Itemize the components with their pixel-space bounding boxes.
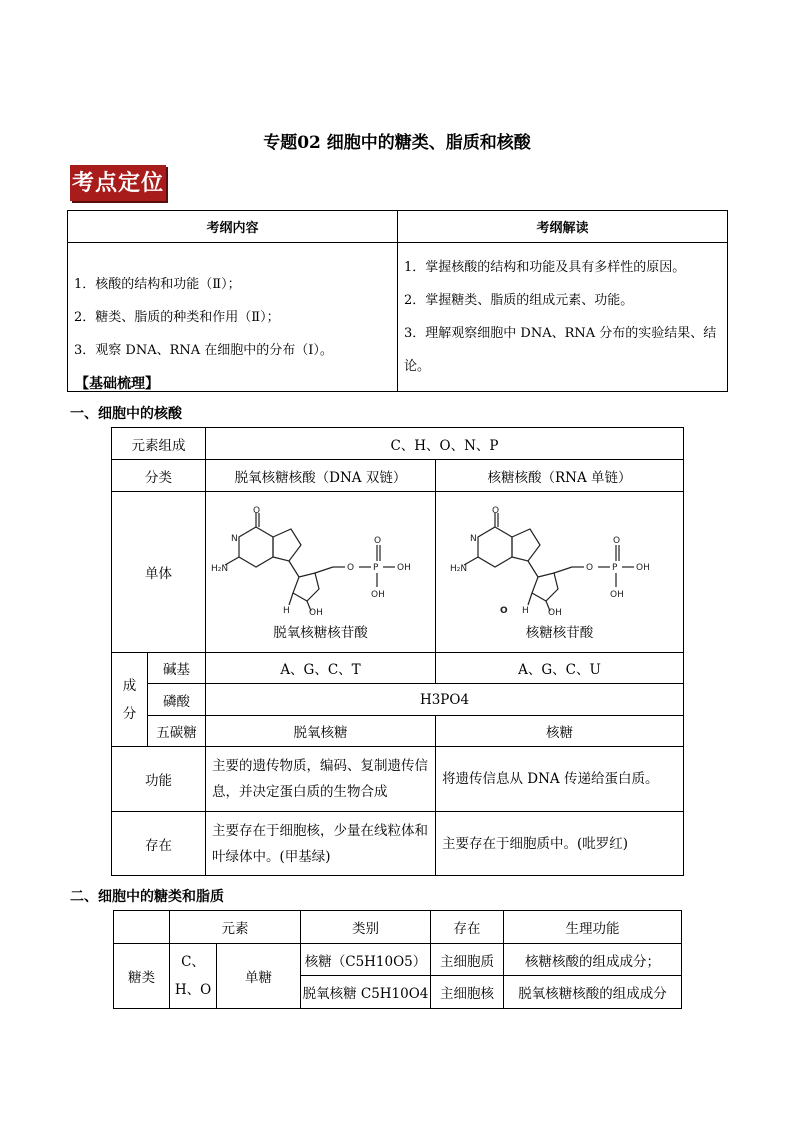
deoxyribose-type: 脱氧核糖 C5H10O4 [301,976,431,1009]
page-title: 专题02 细胞中的糖类、脂质和核酸 [263,133,531,153]
rna-mol-o-extra: O [499,606,508,615]
phosphate-value: H3PO4 [206,684,684,716]
base-label: 碱基 [148,653,206,684]
ribose-type: 核糖（C5H10O5） [301,944,431,976]
header-type: 类别 [301,911,431,944]
dna-mol-p: P [372,563,378,573]
rna-sugar: 核糖 [436,716,684,747]
rna-mol-o3: O [612,536,620,546]
dna-mol-oh1: OH [396,563,411,573]
header-element: 元素 [170,911,301,944]
composition-label [112,653,148,747]
rna-mol-oh1: OH [635,563,650,573]
rna-class: 核糖核酸（RNA 单链） [436,460,684,492]
rna-mol-h: H [521,606,529,615]
outline-col2: 考纲解读 [398,211,728,243]
composition-label-2: 分 [122,705,137,722]
dna-mol-o: O [252,506,260,516]
deoxyribose-location: 主细胞核 [431,976,504,1009]
outline-col1: 考纲内容 [68,211,398,243]
function-label: 功能 [112,747,206,812]
badge-exam-focus: 考点定位 [70,165,166,201]
dna-function: 主要的遗传物质，编码、复制遗传信息，并决定蛋白质的生物合成 [206,747,436,812]
rna-mol-o2: O [585,563,593,573]
rna-base: A、G、C、U [436,653,684,684]
header-location: 存在 [431,911,504,944]
ribose-function: 核糖核酸的组成成分； [504,944,682,976]
rna-mol-oh3: OH [547,608,562,615]
header-blank [114,911,170,944]
section2-heading: 二、细胞中的糖类和脂质 [70,889,224,905]
section1-heading: 一、细胞中的核酸 [70,406,182,422]
rna-mol-nh: N [469,534,477,544]
composition-label-1: 成 [122,677,137,694]
dna-mol-h2n: H₂N [210,564,228,574]
dna-mol-o3: O [373,536,381,546]
monosaccharide-label: 单糖 [217,944,301,1009]
outline-right-2: 2．掌握糖类、脂质的组成元素、功能。 [404,293,634,308]
deoxyribonucleotide-structure [211,505,431,615]
dna-mol-oh2: OH [370,590,385,600]
deoxyribose-function: 脱氧核糖核酸的组成成分 [504,976,682,1009]
rna-location: 主要存在于细胞质中。(吡罗红) [436,812,684,876]
rna-mol-oh2: OH [609,590,624,600]
dna-mol-nh: N [230,534,238,544]
ribose-location: 主细胞质 [431,944,504,976]
outline-table [67,210,728,392]
dna-monomer-name: 脱氧核糖核苷酸 [273,625,368,641]
sugar-label: 五碳糖 [148,716,206,747]
nucleic-acid-table [111,427,684,876]
rna-monomer-name: 核糖核苷酸 [525,625,594,641]
dna-sugar: 脱氧核糖 [206,716,436,747]
outline-left-1: 1．核酸的结构和功能（Ⅱ）； [74,276,241,292]
rna-mol-p: P [611,563,617,573]
ribonucleotide-structure [450,505,670,615]
sugar-elements: C、H、O [170,944,217,1009]
basics-heading: 【基础梳理】 [75,376,159,392]
monomer-label: 单体 [112,492,206,653]
dna-location: 主要存在于细胞核，少量在线粒体和叶绿体中。(甲基绿) [206,812,436,876]
outline-left-3: 3．观察 DNA、RNA 在细胞中的分布（Ⅰ）。 [74,342,333,358]
dna-mol-h: H [282,606,290,615]
outline-left-cell [68,243,398,392]
elements-value: C、H、O、N、P [206,428,684,460]
outline-right-3: 3．理解观察细胞中 DNA、RNA 分布的实验结果、结论。 [404,326,717,374]
outline-right-1: 1．掌握核酸的结构和功能及具有多样性的原因。 [404,260,686,275]
header-function: 生理功能 [504,911,682,944]
outline-left-2: 2．糖类、脂质的种类和作用（Ⅱ）； [74,309,280,325]
sugar-label: 糖类 [114,944,170,1009]
dna-monomer-cell [206,492,436,653]
outline-right-cell [398,243,728,392]
dna-mol-o2: O [346,563,354,573]
rna-monomer-cell [436,492,684,653]
dna-mol-oh3: OH [308,608,323,615]
phosphate-label: 磷酸 [148,684,206,716]
rna-mol-o: O [491,506,499,516]
dna-base: A、G、C、T [206,653,436,684]
rna-mol-h2n: H₂N [449,564,467,574]
class-label: 分类 [112,460,206,492]
sugar-lipid-table [113,910,682,1009]
location-label: 存在 [112,812,206,876]
elements-label: 元素组成 [112,428,206,460]
rna-function: 将遗传信息从 DNA 传递给蛋白质。 [436,747,684,812]
dna-class: 脱氧核糖核酸（DNA 双链） [206,460,436,492]
